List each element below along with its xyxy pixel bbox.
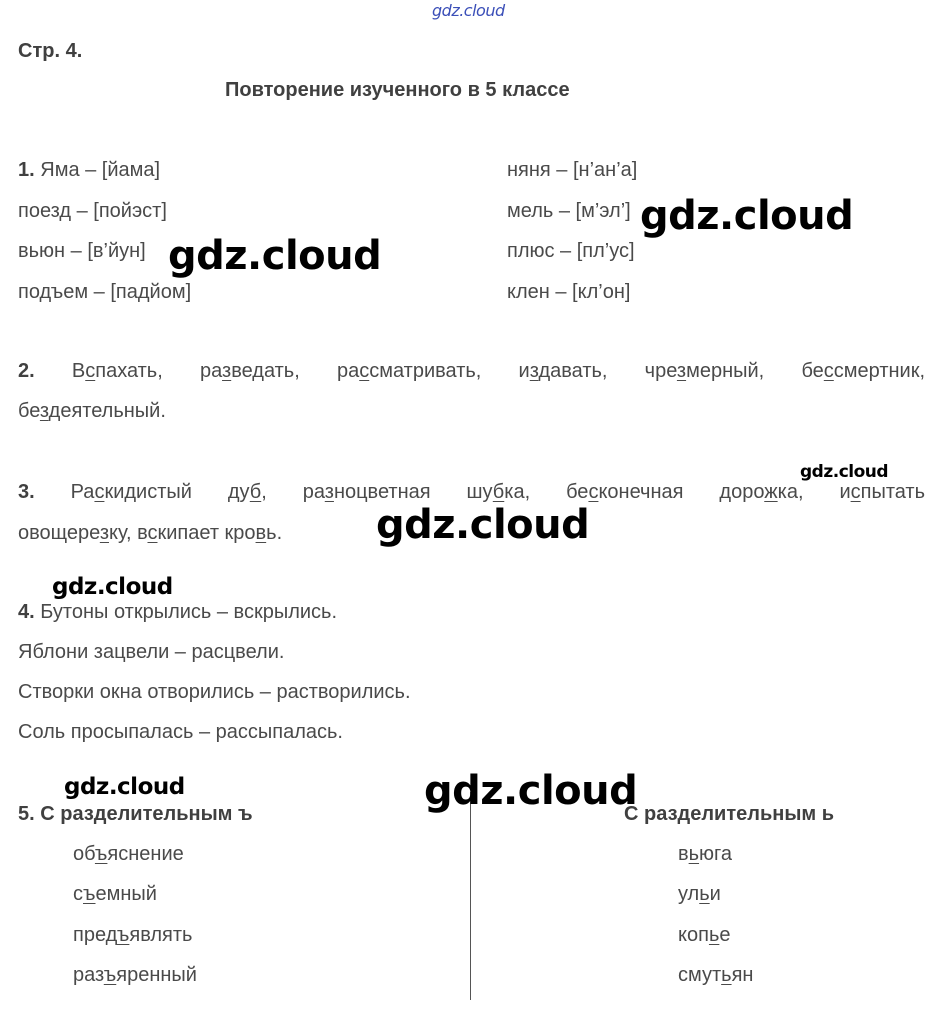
ex5-highlight: ъ xyxy=(94,843,108,865)
ex2-word: бессмертник, xyxy=(801,360,926,382)
ex5-right-heading: С разделительным ь xyxy=(624,803,835,825)
ex3-highlight: с xyxy=(94,481,105,503)
watermark: gdz.cloud xyxy=(64,774,185,800)
ex3-line-1 xyxy=(18,481,925,504)
watermark: gdz.cloud xyxy=(640,193,854,239)
ex3-word: дорожка, xyxy=(719,481,804,503)
ex2-highlight: с xyxy=(85,360,96,382)
ex3-highlight: с xyxy=(850,481,861,503)
ex2-line-2: бездеятельный. xyxy=(18,400,166,422)
ex3-word: бесконечная xyxy=(566,481,684,503)
ex2-word: издавать, xyxy=(518,360,608,382)
ex3-word: дуб, xyxy=(227,481,267,503)
ex3-word: Раскидистый xyxy=(70,481,192,503)
ex3-highlight: с xyxy=(588,481,599,503)
ex1-right-0: няня – [н’ан’а] xyxy=(507,159,638,181)
ex1-left-1: поезд – [пойэст] xyxy=(18,200,167,222)
ex2-highlight: з xyxy=(222,360,232,382)
ex5-highlight: ь xyxy=(688,843,700,865)
watermark: gdz.cloud xyxy=(424,768,638,814)
ex4-number: 4. xyxy=(18,601,35,623)
ex3-word: овощерезку, xyxy=(18,522,132,544)
ex2-word: рассматривать, xyxy=(336,360,482,382)
ex3-highlight: в xyxy=(255,522,267,544)
column-divider xyxy=(470,792,471,1000)
watermark: gdz.cloud xyxy=(168,233,382,279)
ex5-left-word: съемный xyxy=(73,883,157,905)
watermark-top: gdz.cloud xyxy=(432,1,505,20)
ex1-right-1: мель – [м’эл’] xyxy=(507,200,631,222)
ex5-right-word: ульи xyxy=(678,883,721,905)
ex5-right-word: вьюга xyxy=(678,843,733,865)
ex3-word: шубка, xyxy=(466,481,531,503)
ex3-word: испытать xyxy=(839,481,926,503)
ex3-number: 3. xyxy=(18,481,35,503)
ex2-word: чрезмерный, xyxy=(644,360,765,382)
ex3-line-2 xyxy=(18,522,282,545)
ex1-number: 1. xyxy=(18,159,35,181)
ex5-highlight: ъ xyxy=(116,924,130,946)
ex5-right-word: смутьян xyxy=(678,964,754,986)
ex1-right-3: клен – [кл’он] xyxy=(507,281,631,303)
ex2-highlight: з xyxy=(39,400,49,422)
watermark: gdz.cloud xyxy=(800,462,889,482)
ex1-left-3: подъем – [падйом] xyxy=(18,281,192,303)
ex4-line-0-text: Бутоны открылись – вскрылись. xyxy=(40,601,338,623)
ex5-highlight: ъ xyxy=(103,964,117,986)
ex1-left-0 xyxy=(18,159,160,182)
ex4-line-1: Яблони зацвели – расцвели. xyxy=(18,641,285,663)
watermark: gdz.cloud xyxy=(376,502,590,548)
ex3-highlight: з xyxy=(99,522,109,544)
ex2-highlight: з xyxy=(676,360,687,382)
ex5-highlight: ъ xyxy=(83,883,96,905)
ex5-left-word: предъявлять xyxy=(73,924,193,946)
ex2-highlight: з xyxy=(529,360,539,382)
ex4-line-0 xyxy=(18,601,337,624)
ex3-highlight: ж xyxy=(764,481,778,503)
ex2-number: 2. xyxy=(18,360,35,382)
ex5-right-word: копье xyxy=(678,924,731,946)
ex3-highlight: з xyxy=(324,481,334,503)
page-title: Повторение изученного в 5 классе xyxy=(225,79,570,101)
ex1-left-2: вьюн – [в’йун] xyxy=(18,240,146,262)
ex2-word: Вспахать, xyxy=(71,360,163,382)
ex2-highlight: с xyxy=(359,360,370,382)
ex3-word: разноцветная xyxy=(302,481,431,503)
ex1-left-0-text: Яма – [йама] xyxy=(40,159,161,181)
ex3-word: кровь. xyxy=(224,522,283,544)
ex2-word: разведать, xyxy=(200,360,300,382)
ex4-line-3: Соль просыпалась – рассыпалась. xyxy=(18,721,343,743)
ex5-left-heading: 5. С разделительным ъ xyxy=(18,803,253,825)
ex5-left-word: объяснение xyxy=(73,843,184,865)
ex3-highlight: б xyxy=(492,481,505,503)
ex5-highlight: ь xyxy=(708,924,720,946)
ex4-line-2: Створки окна отворились – растворились. xyxy=(18,681,411,703)
ex5-left-word: разъяренный xyxy=(73,964,197,986)
ex5-highlight: ь xyxy=(699,883,710,905)
page-label: Стр. 4. xyxy=(18,40,83,62)
ex2-line-1 xyxy=(18,360,925,383)
ex5-highlight: ь xyxy=(721,964,732,986)
ex1-right-2: плюс – [пл’ус] xyxy=(507,240,635,262)
ex2-highlight: с xyxy=(823,360,834,382)
ex3-word: вскипает xyxy=(137,522,219,544)
ex3-highlight: б xyxy=(249,481,262,503)
ex3-highlight: с xyxy=(147,522,158,544)
ex5-number: 5. xyxy=(18,803,35,825)
watermark: gdz.cloud xyxy=(52,574,173,600)
